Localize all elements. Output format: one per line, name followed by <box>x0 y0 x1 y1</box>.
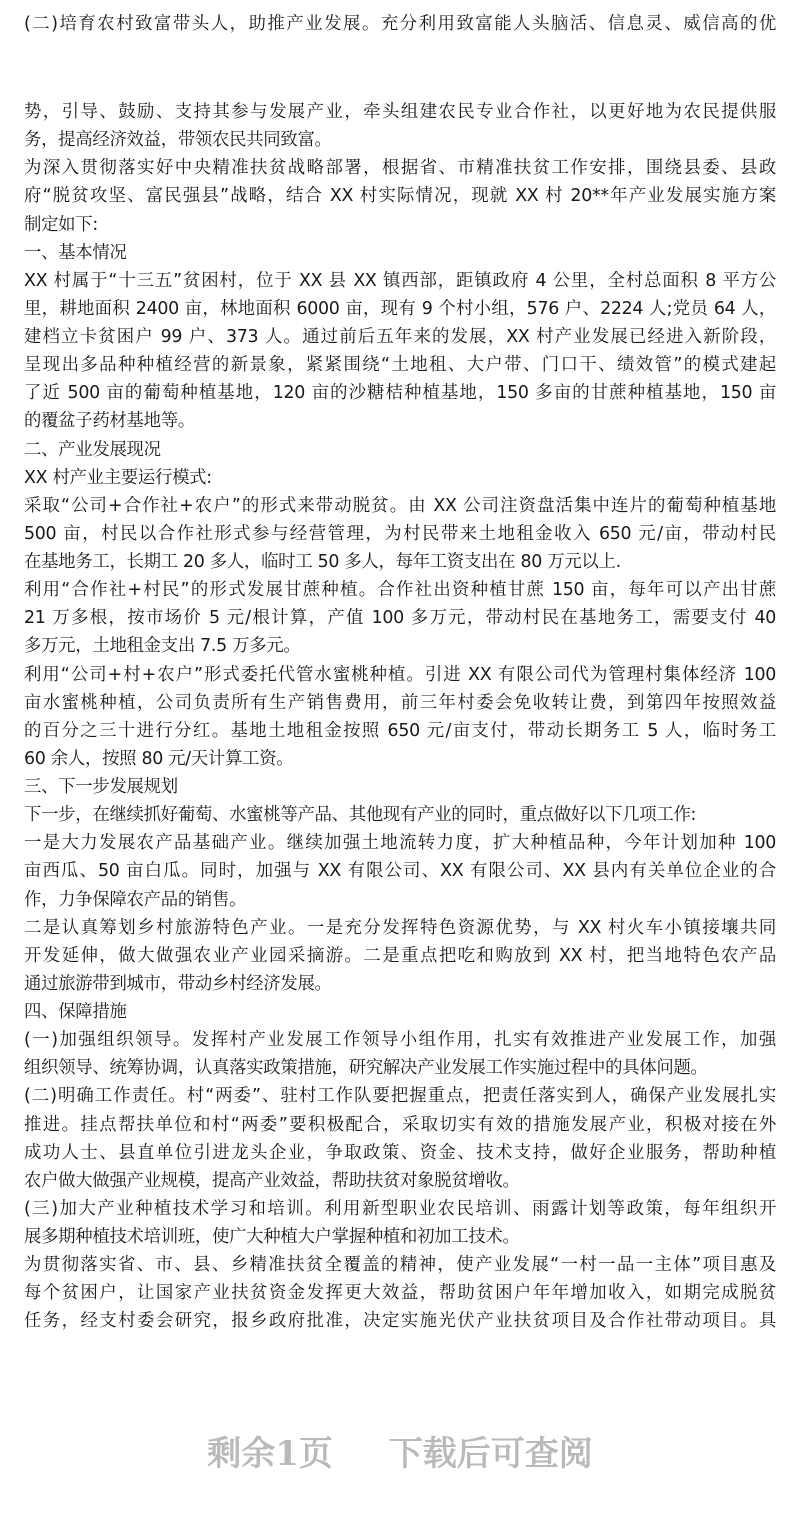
text-line: 务，提高经济效益，带领农民共同致富。 <box>24 130 332 151</box>
download-hint-label[interactable]: 下载后可查阅 <box>388 1434 593 1474</box>
text-line: 了近 500 亩的葡萄种植基地，120 亩的沙糖桔种植基地，150 多亩的甘蔗种植基地，150 亩 <box>24 383 776 404</box>
text-line: 建档立卡贫困户 99 户、373 人。通过前后五年来的发展，XX 村产业发展已经进入新阶段， <box>24 327 776 347</box>
text-line: 每个贫困户，让国家产业扶贫资金发挥更大效益，帮助贫困户年年增加收入，如期完成脱贫 <box>24 1283 776 1304</box>
text-line: XX 村属于“十三五”贫困村，位于 XX 县 XX 镇西部，距镇政府 4 公里，全村总面积 8 平方公 <box>24 270 776 291</box>
text-line: 府“脱贫攻坚、富民强县”战略，结合 XX 村实际情况，现就 XX 村 20**年产业发展实施方案 <box>24 186 776 207</box>
text-line: 二、产业发展现况 <box>24 439 161 460</box>
text-line: 下一步，在继续抓好葡萄、水蜜桃等产品、其他现有产业的同时，重点做好以下几项工作: <box>24 805 697 826</box>
text-line: 利用“合作社+村民”的形式发展甘蔗种植。合作社出资种植甘蔗 150 亩，每年可以产出甘蔗 <box>24 580 776 601</box>
text-line: 里，耕地面积 2400 亩，林地面积 6000 亩，现有 9 个村小组，576 户、2224 人;党员 64 人， <box>24 298 776 319</box>
text-line: 通过旅游带到城市，带动乡村经济发展。 <box>24 973 332 994</box>
text-line: 呈现出多品种种植经营的新景象，紧紧围绕“土地租、大户带、门口干、绩效管”的模式建起 <box>24 355 776 376</box>
text-line: 三、下一步发展规划 <box>24 777 178 797</box>
text-line: 任务，经支村委会研究，报乡政府批准，决定实施光伏产业扶贫项目及合作社带动项目。具 <box>24 1311 776 1332</box>
paragraph <box>24 1251 776 1335</box>
paragraph <box>24 436 776 464</box>
text-line: 的百分之三十进行分红。基地土地租金按照 650 元/亩支付，带动长期务工 5 人，临时务工 <box>24 720 776 741</box>
text-line: (一)加强组织领导。发挥村产业发展工作领导小组作用，扎实有效推进产业发展工作，加强 <box>24 1030 776 1051</box>
text-line: 制定如下: <box>24 214 98 235</box>
paragraph <box>24 914 776 998</box>
text-line: (三)加大产业种植技术学习和培训。利用新型职业农民培训、雨露计划等政策，每年组织开 <box>24 1198 776 1219</box>
text-line: 60 余人，按照 80 元/天计算工资。 <box>24 748 294 769</box>
text-line: 组织领导、统筹协调，认真落实政策措施，研究解决产业发展工作实施过程中的具体问题。 <box>24 1058 708 1079</box>
paragraph <box>24 239 776 267</box>
paragraph <box>24 576 776 660</box>
paragraph <box>24 464 776 492</box>
document-fragment-top <box>24 10 776 38</box>
paragraph <box>24 267 776 436</box>
text-line: 亩西瓜、50 亩白瓜。同时，加强与 XX 有限公司、XX 有限公司、XX 县内有关单位企业的合 <box>24 861 776 882</box>
paragraph <box>24 98 776 154</box>
text-line: 亩水蜜桃种植，公司负责所有生产销售费用，前三年村委会免收转让费，到第四年按照效益 <box>24 692 776 713</box>
document-body <box>24 98 776 1336</box>
remaining-pages-label: 剩余1页 <box>207 1434 333 1474</box>
paragraph <box>24 998 776 1026</box>
text-line: (二)培育农村致富带头人，助推产业发展。充分利用致富能人头脑活、信息灵、威信高的优 <box>24 14 776 34</box>
text-line: 农户做大做强产业规模，提高产业效益，帮助扶贫对象脱贫增收。 <box>24 1170 520 1191</box>
text-line: 二是认真筹划乡村旅游特色产业。一是充分发挥特色资源优势，与 XX 村火车小镇接壤共同 <box>24 917 776 938</box>
paragraph <box>24 661 776 774</box>
text-line: (二)明确工作责任。村“两委”、驻村工作队要把握重点，把责任落实到人，确保产业发展扎实 <box>24 1086 776 1107</box>
text-line: 一、基本情况 <box>24 242 127 263</box>
text-line: 展多期种植技术培训班，使广大种植大户掌握种植和初加工技术。 <box>24 1227 520 1247</box>
paragraph <box>24 154 776 238</box>
text-line: 四、保障措施 <box>24 1002 127 1022</box>
text-line: 推进。挂点帮扶单位和村“两委”要积极配合，采取切实有效的措施发展产业，积极对接在外 <box>24 1114 776 1135</box>
text-line: 利用“公司+村+农户”形式委托代管水蜜桃种植。引进 XX 有限公司代为管理村集体经济 100 <box>24 664 776 685</box>
paragraph <box>24 773 776 801</box>
text-line: 开发延伸，做大做强农业产业园采摘游。二是重点把吃和购放到 XX 村，把当地特色农产品 <box>24 945 776 966</box>
text-line: XX 村产业主要运行模式: <box>24 467 212 488</box>
text-line: 一是大力发展农产品基础产业。继续加强土地流转力度，扩大种植品种，今年计划加种 100 <box>24 833 776 854</box>
paragraph <box>24 1195 776 1251</box>
text-line: 作，力争保障农产品的销售。 <box>24 889 247 910</box>
text-line: 成功人士、县直单位引进龙头企业，争取政策、资金、技术支持，做好企业服务，帮助种植 <box>24 1142 776 1163</box>
text-line: 的覆盆子药材基地等。 <box>24 411 195 432</box>
text-line: 在基地务工，长期工 20 多人，临时工 50 多人，每年工资支出在 80 万元以上. <box>24 552 621 572</box>
text-line: 为深入贯彻落实好中央精准扶贫战略部署，根据省、市精准扶贫工作安排，围绕县委、县政 <box>24 158 776 179</box>
paragraph <box>24 492 776 576</box>
text-line: 为贯彻落实省、市、县、乡精准扶贫全覆盖的精神，使产业发展“一村一品一主体”项目惠及 <box>24 1255 776 1276</box>
download-prompt[interactable] <box>0 1426 800 1475</box>
text-line: 采取“公司+合作社+农户”的形式来带动脱贫。由 XX 公司注资盘活集中连片的葡萄种植基地 <box>24 495 776 516</box>
text-line: 500 亩，村民以合作社形式参与经营管理，为村民带来土地租金收入 650 元/亩，带动村民 <box>24 523 776 544</box>
paragraph <box>24 1026 776 1082</box>
text-line: 多万元，土地租金支出 7.5 万多元。 <box>24 636 301 657</box>
text-line: 势，引导、鼓励、支持其参与发展产业，牵头组建农民专业合作社，以更好地为农民提供服 <box>24 102 776 122</box>
paragraph <box>24 1082 776 1195</box>
paragraph <box>24 829 776 913</box>
text-line: 21 万多根，按市场价 5 元/根计算，产值 100 多万元，带动村民在基地务工，需要支付 40 <box>24 608 776 629</box>
paragraph <box>24 801 776 829</box>
